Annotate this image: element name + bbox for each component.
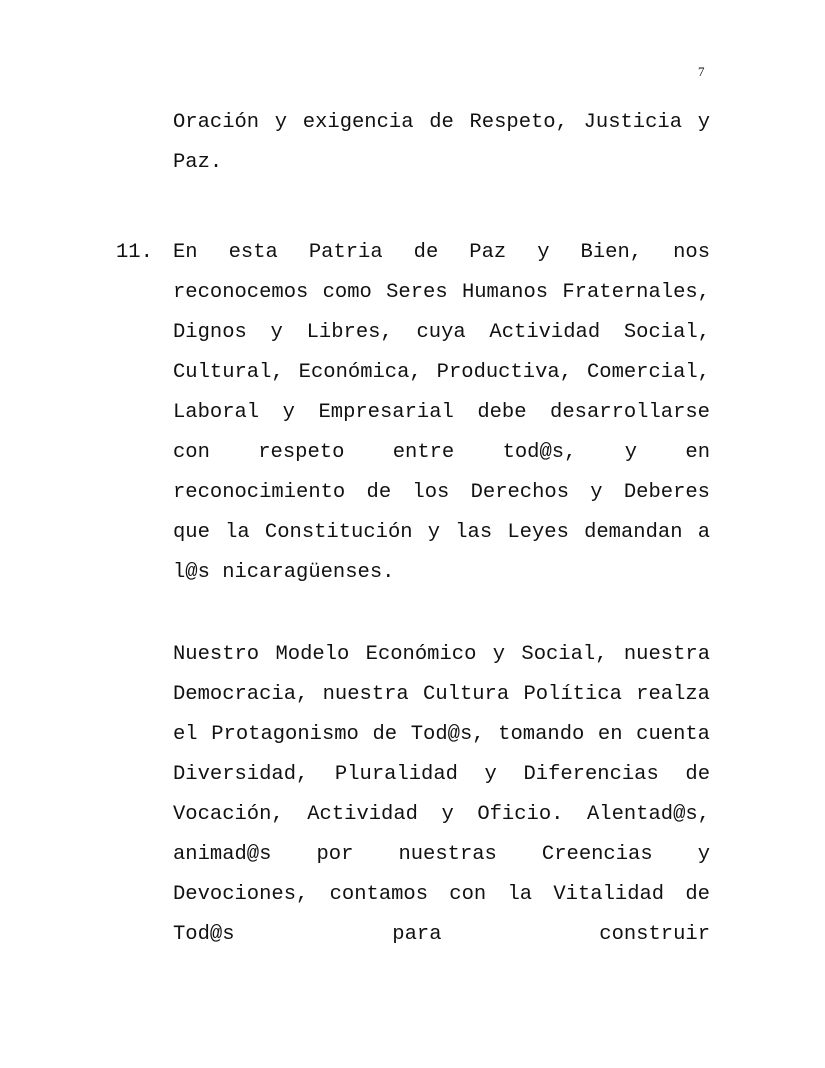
paragraph-continuation: Oración y exigencia de Respeto, Justicia y Paz. (173, 111, 710, 174)
page-number: 7 (698, 64, 705, 79)
paragraph-modelo: Nuestro Modelo Económico y Social, nuestra Democracia, nuestra Cultura Política realza el Protagonismo de Tod@s, tomando en cuenta Diversidad, Pluralidad y Diferencias de Vocación, Actividad y Oficio. Alentad@s, animad@s por nuestras Creencias y Devociones, contamos con la Vitalidad de Tod@s para construir (173, 643, 710, 946)
paragraph-11: En esta Patria de Paz y Bien, nos reconocemos como Seres Humanos Fraternales, Dignos y Libres, cuya Actividad Social, Cultural, Económica, Productiva, Comercial, Laboral y Empresarial debe desarrollarse con respeto entre tod@s, y en reconocimiento de los Derechos y Deberes que la Constitución y las Leyes demandan a l@s nicaragüenses. (173, 241, 710, 584)
paragraph-number: 11. (116, 241, 153, 264)
